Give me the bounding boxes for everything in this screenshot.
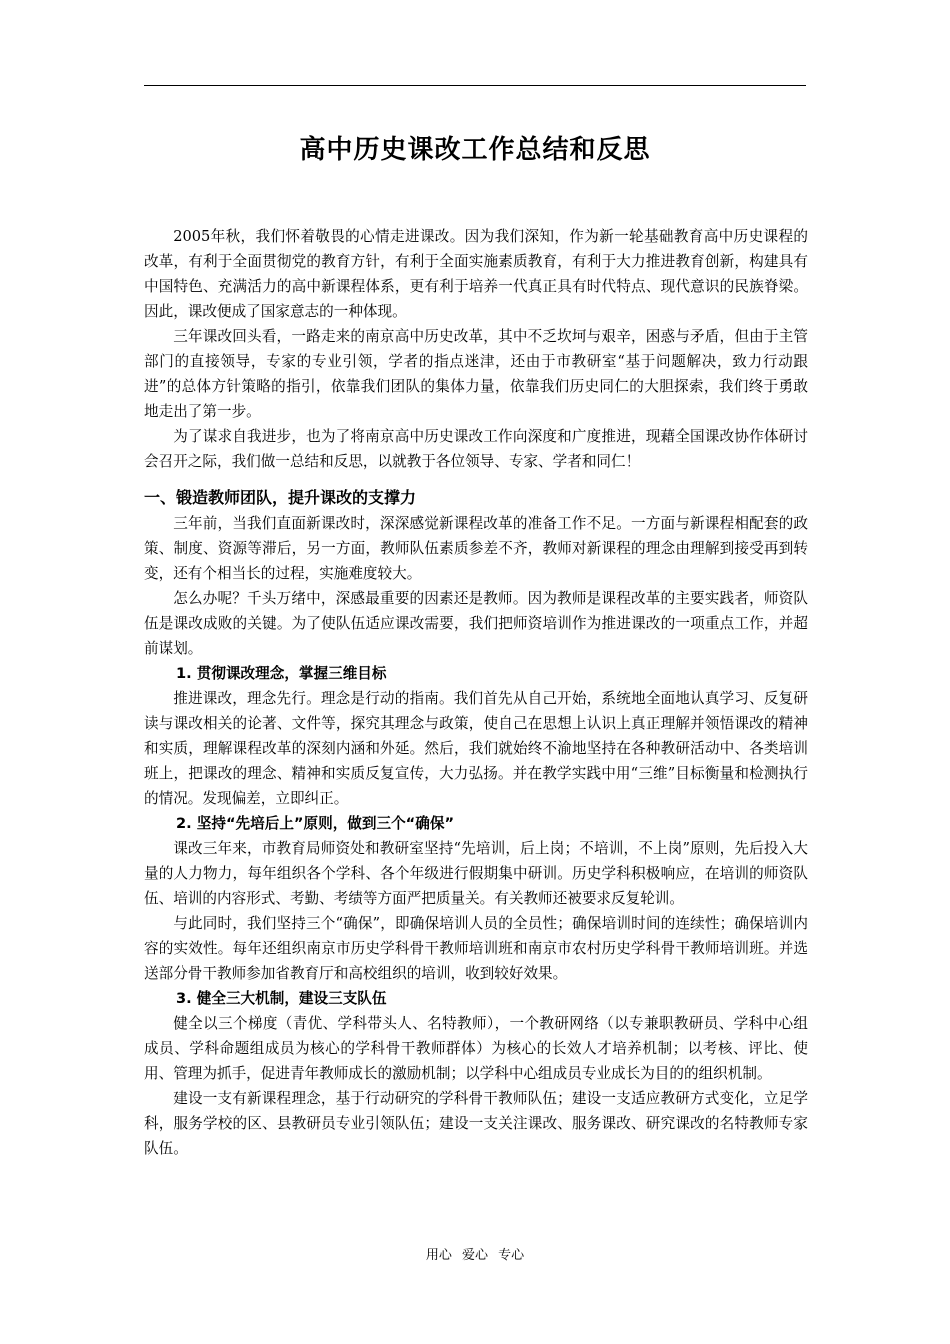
header-rule bbox=[144, 85, 806, 86]
subsection-1-heading: 1. 贯彻课改理念，掌握三维目标 bbox=[176, 665, 387, 682]
intro-paragraph-1: 2005年秋，我们怀着敬畏的心情走进课改。因为我们深知，作为新一轮基础教育高中历史课程的改革，有利于全面贯彻党的教育方针，有利于全面实施素质教育，有利于大力推进教育创新，构建具有中国特色、充满活力的高中新课程体系，更有利于培养一代真正具有时代特点、现代意识的民族脊梁。因此，课改便成了国家意志的一种体现。 bbox=[144, 228, 808, 320]
section-1-heading: 一、锻造教师团队，提升课改的支撑力 bbox=[144, 488, 417, 507]
subsection-2-paragraph-2: 与此同时，我们坚持三个“确保”，即确保培训人员的全员性；确保培训时间的连续性；确保培训内容的实效性。每年还组织南京市历史学科骨干教师培训班和南京市农村历史学科骨干教师培训班。并选送部分骨干教师参加省教育厅和高校组织的培训，收到较好效果。 bbox=[144, 915, 808, 982]
document-body bbox=[144, 224, 808, 1161]
subsection-3-heading: 3. 健全三大机制，建设三支队伍 bbox=[176, 990, 387, 1007]
section-1-paragraph-2: 怎么办呢？千头万绪中，深感最重要的因素还是教师。因为教师是课程改革的主要实践者，师资队伍是课改成败的关键。为了使队伍适应课改需要，我们把师资培训作为推进课改的一项重点工作，并超前谋划。 bbox=[144, 590, 808, 657]
page-footer: 用心 爱心 专心 bbox=[425, 1248, 525, 1263]
section-1-paragraph-1: 三年前，当我们直面新课改时，深深感觉新课程改革的准备工作不足。一方面与新课程相配套的政策、制度、资源等滞后，另一方面，教师队伍素质参差不齐，教师对新课程的理念由理解到接受再到转变，还有个相当长的过程，实施难度较大。 bbox=[144, 515, 808, 582]
subsection-1-paragraph-1: 推进课改，理念先行。理念是行动的指南。我们首先从自己开始，系统地全面地认真学习、反复研读与课改相关的论著、文件等，探究其理念与政策，使自己在思想上认识上真正理解并领悟课改的精神和实质，理解课程改革的深刻内涵和外延。然后，我们就始终不渝地坚持在各种教研活动中、各类培训班上，把课改的理念、精神和实质反复宣传，大力弘扬。并在教学实践中用“三维”目标衡量和检测执行的情况。发现偏差，立即纠正。 bbox=[144, 690, 808, 807]
subsection-2-paragraph-1: 课改三年来，市教育局师资处和教研室坚持“先培训，后上岗；不培训，不上岗”原则，先后投入大量的人力物力，每年组织各个学科、各个年级进行假期集中研训。历史学科积极响应，在培训的师资队伍、培训的内容形式、考勤、考绩等方面严把质量关。有关教师还被要求反复轮训。 bbox=[144, 840, 808, 907]
subsection-2-heading: 2. 坚持“先培后上”原则，做到三个“确保” bbox=[176, 815, 455, 832]
document-title: 高中历史课改工作总结和反思 bbox=[299, 135, 651, 165]
subsection-3-paragraph-1: 健全以三个梯度（青优、学科带头人、名特教师），一个教研网络（以专兼职教研员、学科中心组成员、学科命题组成员为核心的学科骨干教师群体）为核心的长效人才培养机制；以考核、评比、使用、管理为抓手，促进青年教师成长的激励机制；以学科中心组成员专业成长为目的的组织机制。 bbox=[144, 1015, 808, 1082]
subsection-3-paragraph-2: 建设一支有新课程理念，基于行动研究的学科骨干教师队伍；建设一支适应教研方式变化，立足学科，服务学校的区、县教研员专业引领队伍；建设一支关注课改、服务课改、研究课改的名特教师专家队伍。 bbox=[144, 1090, 808, 1157]
intro-paragraph-3: 为了谋求自我进步，也为了将南京高中历史课改工作向深度和广度推进，现藉全国课改协作体研讨会召开之际，我们做一总结和反思，以就教于各位领导、专家、学者和同仁！ bbox=[144, 428, 808, 470]
intro-paragraph-2: 三年课改回头看，一路走来的南京高中历史改革，其中不乏坎坷与艰辛，困惑与矛盾，但由于主管部门的直接领导，专家的专业引领，学者的指点迷津，还由于市教研室“基于问题解决，致力行动跟进”的总体方针策略的指引，依靠我们团队的集体力量，依靠我们历史同仁的大胆探索，我们终于勇敢地走出了第一步。 bbox=[144, 328, 808, 420]
